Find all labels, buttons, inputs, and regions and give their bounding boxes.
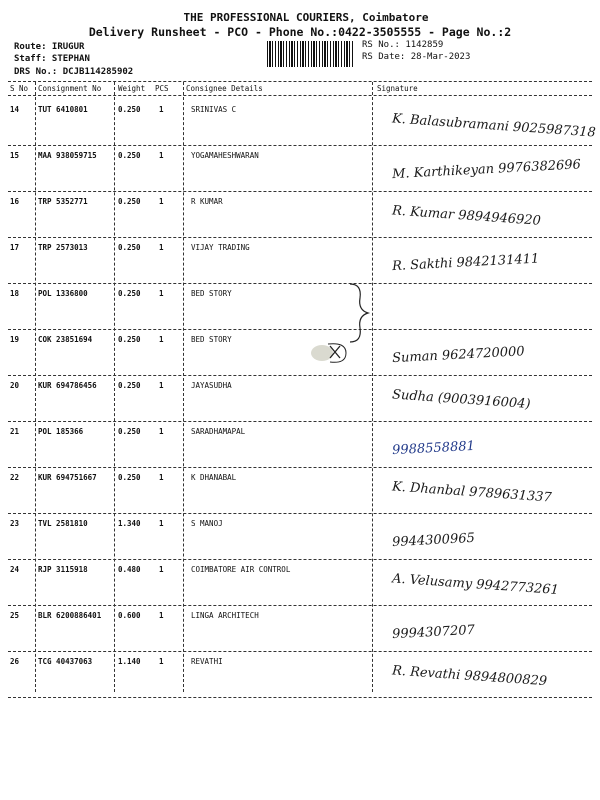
table-top-rule [8, 81, 592, 82]
consignee-cell: COIMBATORE AIR CONTROL [191, 565, 291, 574]
signature-text: Sudha (9003916004) [391, 387, 531, 413]
handwritten-signature [372, 330, 600, 376]
signature-text: A. Velusamy 9942773261 [391, 571, 560, 599]
consignment-cell: TRP 5352771 [38, 197, 88, 206]
signature-text: 9944300965 [391, 530, 476, 551]
pcs-cell: 1 [159, 473, 164, 482]
signature-cell [372, 330, 600, 376]
brace-mark [346, 282, 376, 344]
table-row [0, 376, 600, 422]
col-header-consignee: Consignee Details [186, 84, 263, 93]
consignment-cell: KUR 694786456 [38, 381, 97, 390]
signature-cell [372, 192, 600, 238]
weight-cell: 0.250 [118, 151, 141, 160]
route-label: Route: IRUGUR [14, 42, 85, 52]
consignee-cell: R KUMAR [191, 197, 223, 206]
col-header-sno: S No [10, 84, 29, 93]
consignment-cell: POL 1336800 [38, 289, 88, 298]
thumb-stamp [306, 338, 350, 368]
table-row [0, 192, 600, 238]
col-header-weight: Weight [118, 84, 146, 93]
table-row [0, 606, 600, 652]
signature-text: K. Balasubramani 9025987318 [391, 111, 597, 141]
handwritten-signature [372, 100, 600, 146]
consignee-cell: LINGA ARCHITECH [191, 611, 259, 620]
table-row [0, 560, 600, 606]
pcs-cell: 1 [159, 611, 164, 620]
signature-cell [372, 238, 600, 284]
table-row [0, 422, 600, 468]
signature-text: R. Kumar 9894946920 [391, 203, 542, 229]
signature-cell [372, 146, 600, 192]
signature-text: R. Revathi 9894800829 [391, 663, 548, 690]
barcode [267, 41, 353, 67]
pcs-cell: 1 [159, 151, 164, 160]
signature-cell [372, 606, 600, 652]
signature-cell [372, 376, 600, 422]
drs-number: DRS No.: DCJB114285902 [14, 67, 134, 77]
sno-cell: 14 [10, 105, 20, 114]
weight-cell: 0.250 [118, 427, 141, 436]
signature-text: M. Karthikeyan 9976382696 [391, 157, 582, 183]
consignee-cell: YOGAMAHESHWARAN [191, 151, 259, 160]
sno-cell: 17 [10, 243, 20, 252]
weight-cell: 0.250 [118, 243, 141, 252]
weight-cell: 1.340 [118, 519, 141, 528]
sno-cell: 16 [10, 197, 20, 206]
pcs-cell: 1 [159, 657, 164, 666]
consignment-cell: TUT 6410801 [38, 105, 88, 114]
pcs-cell: 1 [159, 289, 164, 298]
pcs-cell: 1 [159, 381, 164, 390]
consignment-cell: COK 23851694 [38, 335, 93, 344]
pcs-cell: 1 [159, 197, 164, 206]
pcs-cell: 1 [159, 427, 164, 436]
consignment-cell: KUR 694751667 [38, 473, 97, 482]
consignee-cell: BED STORY [191, 335, 232, 344]
signature-text: K. Dhanbal 9789631337 [391, 479, 553, 506]
rs-number: RS No.: 1142859 [362, 40, 444, 50]
weight-cell: 0.250 [118, 381, 141, 390]
consignee-cell: JAYASUDHA [191, 381, 232, 390]
table-row [0, 284, 600, 330]
signature-cell [372, 284, 600, 330]
pcs-cell: 1 [159, 105, 164, 114]
table-header-rule [8, 95, 592, 96]
handwritten-signature [372, 468, 600, 514]
pcs-cell: 1 [159, 335, 164, 344]
signature-cell [372, 422, 600, 468]
col-header-signature: Signature [377, 84, 418, 93]
signature-cell [372, 514, 600, 560]
sno-cell: 25 [10, 611, 20, 620]
signature-text: Suman 9624720000 [391, 344, 525, 367]
consignment-cell: TCG 40437063 [38, 657, 93, 666]
consignee-cell: SARADHAMAPAL [191, 427, 246, 436]
col-header-consignment: Consignment No [38, 84, 102, 93]
staff-label: Staff: STEPHAN [14, 54, 90, 64]
sno-cell: 19 [10, 335, 20, 344]
consignment-cell: BLR 6200886401 [38, 611, 102, 620]
handwritten-signature [372, 560, 600, 606]
signature-text: 9994307207 [391, 622, 476, 643]
weight-cell: 0.250 [118, 105, 141, 114]
sno-cell: 18 [10, 289, 20, 298]
consignment-cell: MAA 938059715 [38, 151, 97, 160]
handwritten-signature [372, 238, 600, 284]
signature-text: 9988558881 [391, 438, 476, 459]
consignee-cell: K DHANABAL [191, 473, 237, 482]
sno-cell: 26 [10, 657, 20, 666]
weight-cell: 0.600 [118, 611, 141, 620]
handwritten-signature [372, 422, 600, 468]
consignee-cell: BED STORY [191, 289, 232, 298]
consignment-cell: TRP 2573013 [38, 243, 88, 252]
table-row [0, 652, 600, 698]
table-row [0, 100, 600, 146]
consignment-cell: POL 185366 [38, 427, 84, 436]
table-row [0, 330, 600, 376]
sno-cell: 15 [10, 151, 20, 160]
handwritten-signature [372, 376, 600, 422]
consignment-cell: TVL 2581810 [38, 519, 88, 528]
consignee-cell: REVATHI [191, 657, 223, 666]
signature-cell [372, 652, 600, 698]
company-title: THE PROFESSIONAL COURIERS, Coimbatore [183, 11, 429, 24]
handwritten-signature [372, 606, 600, 652]
consignee-cell: S MANOJ [191, 519, 223, 528]
weight-cell: 0.250 [118, 473, 141, 482]
table-row [0, 468, 600, 514]
runsheet-subtitle: Delivery Runsheet - PCO - Phone No.:0422-3505555 - Page No.:2 [88, 25, 512, 39]
weight-cell: 0.250 [118, 197, 141, 206]
weight-cell: 0.250 [118, 335, 141, 344]
weight-cell: 0.480 [118, 565, 141, 574]
consignment-cell: RJP 3115918 [38, 565, 88, 574]
table-row [0, 146, 600, 192]
table-row [0, 238, 600, 284]
sno-cell: 20 [10, 381, 20, 390]
handwritten-signature [372, 652, 600, 698]
weight-cell: 1.140 [118, 657, 141, 666]
handwritten-signature [372, 192, 600, 238]
consignee-cell: VIJAY TRADING [191, 243, 250, 252]
col-header-pcs: PCS [155, 84, 169, 93]
sno-cell: 22 [10, 473, 20, 482]
pcs-cell: 1 [159, 519, 164, 528]
handwritten-signature [372, 146, 600, 192]
sno-cell: 24 [10, 565, 20, 574]
weight-cell: 0.250 [118, 289, 141, 298]
handwritten-signature [372, 514, 600, 560]
sno-cell: 21 [10, 427, 20, 436]
signature-cell [372, 100, 600, 146]
consignee-cell: SRINIVAS C [191, 105, 237, 114]
pcs-cell: 1 [159, 565, 164, 574]
signature-text: R. Sakthi 9842131411 [391, 251, 540, 275]
signature-cell [372, 560, 600, 606]
sno-cell: 23 [10, 519, 20, 528]
pcs-cell: 1 [159, 243, 164, 252]
table-row [0, 514, 600, 560]
rs-date: RS Date: 28-Mar-2023 [362, 52, 471, 62]
signature-cell [372, 468, 600, 514]
row-rule [8, 697, 592, 698]
